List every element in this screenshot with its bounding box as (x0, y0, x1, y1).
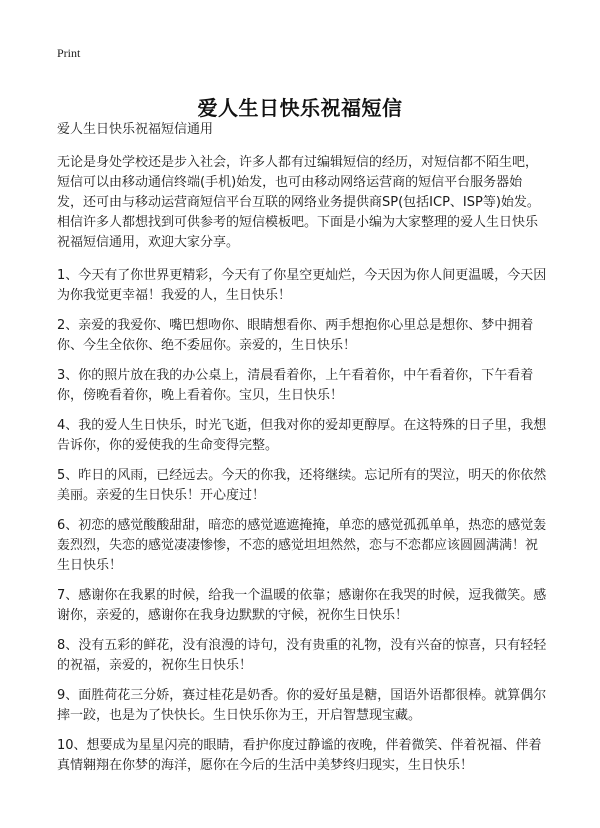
greeting-item-1: 1、今天有了你世界更精彩，今天有了你星空更灿烂，今天因为你人间更温暖，今天因为你我觉更幸福！我爱的人，生日快乐！ (57, 268, 547, 303)
greeting-item-4: 4、我的爱人生日快乐，时光飞逝，但我对你的爱却更醇厚。在这特殊的日子里，我想告诉你，你的爱使我的生命变得完整。 (57, 418, 547, 453)
print-link[interactable]: Print (57, 46, 81, 60)
article-subtitle: 爱人生日快乐祝福短信通用 (57, 122, 214, 137)
intro-paragraph: 无论是身处学校还是步入社会，许多人都有过编辑短信的经历，对短信都不陌生吧，短信可以由移动通信终端(手机)始发，也可由移动网络运营商的短信平台服务器始发，还可由与移动运营商短信平台互联的网络业务提供商SP(包括ICP、ISP等)始发。相信许多人都想找到可供参考的短信模板吧。下面是小编为大家整理的爱人生日快乐祝福短信通用，欢迎大家分享。 (57, 155, 540, 250)
greeting-item-5: 5、昨日的风雨，已经远去。今天的你我，还将继续。忘记所有的哭泣，明天的你依然美丽。亲爱的生日快乐！开心度过！ (57, 468, 547, 503)
greeting-item-3: 3、你的照片放在我的办公桌上，清晨看着你，上午看着你，中午看着你，下午看着你，傍晚看着你，晚上看着你。宝贝，生日快乐！ (57, 368, 534, 403)
greeting-item-8: 8、没有五彩的鲜花，没有浪漫的诗句，没有贵重的礼物，没有兴奋的惊喜，只有轻轻的祝福，亲爱的，祝你生日快乐！ (57, 638, 547, 673)
greeting-item-10: 10、想要成为星星闪亮的眼睛，看护你度过静谧的夜晚，伴着微笑、伴着祝福、伴着真情翱翔在你梦的海洋，愿你在今后的生活中美梦终归现实，生日快乐！ (57, 738, 542, 773)
greeting-item-9: 9、面胜荷花三分娇，赛过桂花是奶香。你的爱好虽是糖，国语外语都很棒。就算偶尔摔一跤，也是为了快快长。生日快乐你为王，开启智慧现宝藏。 (57, 688, 547, 723)
greeting-item-2: 2、亲爱的我爱你、嘴巴想吻你、眼睛想看你、两手想抱你心里总是想你、梦中拥着你、今生全依你、绝不委屈你。亲爱的，生日快乐！ (57, 318, 534, 353)
page-title: 爱人生日快乐祝福短信 (197, 96, 403, 121)
greeting-item-6: 6、初恋的感觉酸酸甜甜，暗恋的感觉遮遮掩掩，单恋的感觉孤孤单单，热恋的感觉轰轰烈烈，失恋的感觉凄凄惨惨，不恋的感觉坦坦然然，恋与不恋都应该圆圆满满！祝生日快乐！ (57, 518, 547, 573)
greeting-item-7: 7、感谢你在我累的时候，给我一个温暖的依靠；感谢你在我哭的时候，逗我微笑。感谢你，亲爱的，感谢你在我身边默默的守候，祝你生日快乐！ (57, 588, 547, 623)
article-body (57, 120, 547, 786)
